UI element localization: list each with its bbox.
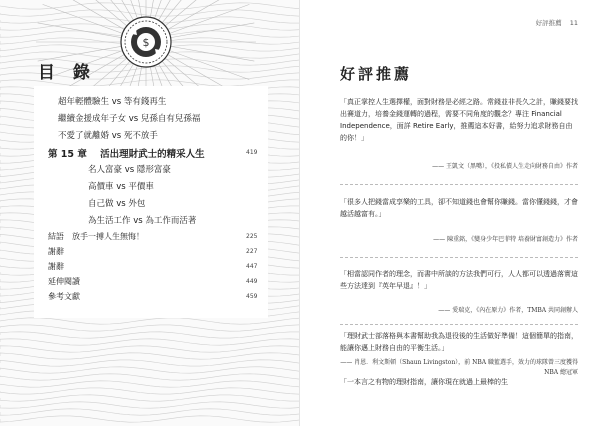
endorsement-quote: 「相當認同作者的理念，而書中所談的方法我們可行，人人都可以透過落實這些方法達到『英年早退』！」	[340, 270, 578, 290]
toc-end-page: 449	[246, 278, 258, 285]
chapter-title: 活出理財武士的精采人生	[100, 149, 205, 160]
endorsement-attribution: —— 肖恩．利文斯頓（Shaun Livingston），前 NBA 職籃選手，效力的球隊曾三度獲得 NBA 總冠軍	[340, 359, 578, 376]
money-cycle-icon	[120, 16, 172, 68]
endorsement-quote: 「真正掌控人生選擇權，面對財務是必經之路。常錢並非長久之計，賺錢要找出賽道力，培養金錢運轉的過程，需要不同角度的觀念？專注 Financial Independence，面詳 Retire Early，推薦這本好書，給努力追求財務自由的你！」	[340, 98, 578, 142]
toc-item[interactable]: 繼續金援成年子女 vs 兒孫自有兒孫福	[58, 114, 201, 124]
toc-end-page: 459	[246, 293, 258, 300]
toc-end-item[interactable]: 結語 放手一搏人生無悔！	[48, 232, 144, 241]
toc-end-page: 225	[246, 233, 258, 240]
toc-item[interactable]: 不愛了就離婚 vs 死不放手	[58, 131, 158, 141]
divider	[340, 257, 578, 258]
chapter-heading[interactable]	[48, 146, 205, 160]
page-title: 好評推薦	[340, 65, 413, 83]
endorsement-attribution: —— 愛瑞克，《內在原力》作者，TMBA 共同創辦人	[438, 307, 578, 314]
chapter-page-number: 419	[246, 149, 258, 156]
toc-end-item[interactable]: 參考文獻	[48, 292, 80, 301]
toc-item[interactable]: 超年輕體驗生 vs 等有錢再生	[58, 97, 167, 107]
svg-text:$: $	[142, 36, 150, 49]
page-number: 11	[569, 19, 578, 27]
running-head-title: 好評推薦	[535, 19, 562, 27]
toc-end-page: 227	[246, 248, 258, 255]
endorsement-page	[300, 0, 600, 426]
toc-subitem[interactable]: 自己做 vs 外包	[88, 199, 146, 209]
toc-subitem[interactable]: 為生活工作 vs 為工作而活著	[88, 216, 197, 226]
divider	[340, 324, 578, 325]
toc-title: 目 錄	[38, 63, 96, 83]
endorsement-quote: 「理財武士部落格與本書幫助我為退役後的生活做好準備！這個簡單的指南，能讓你邁上財務自由的平衡生活。」	[340, 332, 578, 352]
toc-subitem[interactable]: 名人富豪 vs 隱形富豪	[88, 165, 171, 175]
endorsement-attribution: —— 王凱文（黑嘴），《投私債人生走向財務自由》作者	[432, 163, 578, 170]
endorsement-quote: 「一本言之有物的理財指南，讓你現在就過上最棒的生	[340, 378, 508, 386]
toc-end-item[interactable]: 謝辭	[48, 247, 64, 256]
toc-end-item[interactable]: 延伸閱讀	[48, 277, 80, 286]
chapter-number: 第 15 章	[48, 149, 87, 160]
running-head	[536, 18, 578, 27]
endorsement-quote: 「很多人把錢當成享樂的工具，卻不知道錢也會幫你賺錢。當你懂錢錢，才會越活越富有。」	[340, 198, 578, 218]
toc-subitem[interactable]: 高價車 vs 平價車	[88, 182, 154, 192]
divider	[340, 184, 578, 185]
toc-end-item[interactable]: 謝辭	[48, 262, 64, 271]
endorsement-attribution: —— 陳重銘，《變身少年巴菲特 培養財富創造力》作者	[433, 236, 578, 243]
toc-end-page: 447	[246, 263, 258, 270]
